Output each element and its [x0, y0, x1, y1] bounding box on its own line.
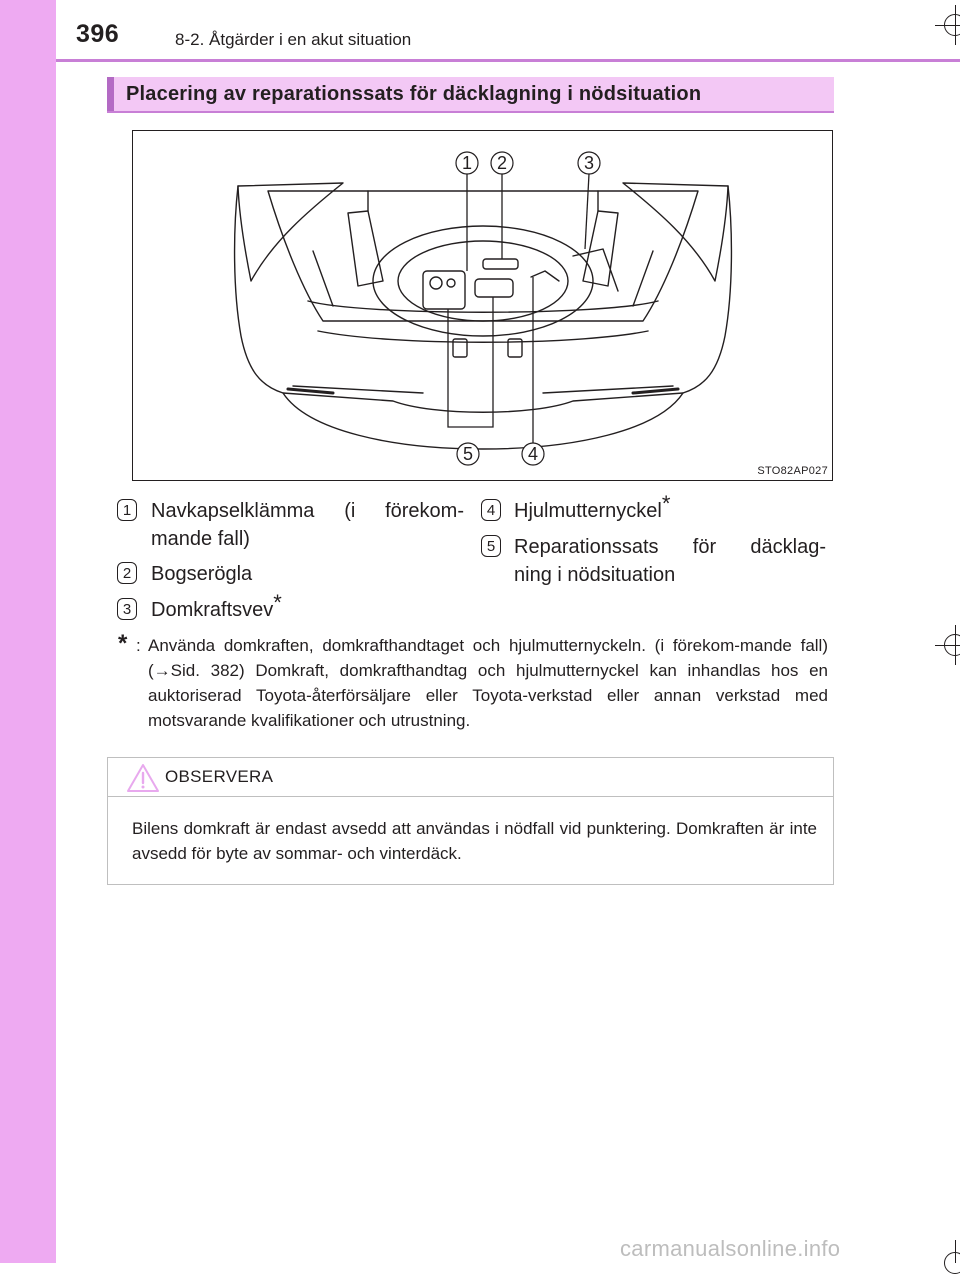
- legend-number-2: 2: [117, 562, 137, 584]
- right-tail-light: [623, 183, 728, 281]
- page-number: 396: [76, 20, 120, 48]
- rear-bumper: [283, 393, 683, 449]
- notice-text: Bilens domkraft är endast avsedd att användas i nödfall vid punktering. Domkraften är inte avsedd för byte av sommar- och vinterdäck.: [132, 819, 817, 863]
- section-heading-text: Placering av reparationssats för däcklagning i nödsituation: [126, 83, 702, 105]
- page-ref-arrow: →: [153, 661, 171, 680]
- legend-label-5-line-1: Reparationssats för däcklag-: [514, 536, 826, 558]
- car-trunk-drawing: [133, 131, 832, 480]
- legend-number-3: 3: [117, 598, 137, 620]
- trunk-floor: [308, 301, 658, 312]
- warning-triangle-icon: [126, 763, 160, 793]
- callout-2-label: 2: [496, 153, 508, 173]
- notice-title: OBSERVERA: [165, 767, 274, 786]
- footnote-text: [148, 633, 828, 733]
- legend-label-3: [151, 590, 282, 624]
- watermark: carmanualsonline.info: [620, 1236, 841, 1261]
- legend-label-2: Bogserögla: [151, 563, 253, 585]
- tool-pouch: [475, 279, 513, 297]
- repair-kit: [423, 271, 465, 309]
- legend-label-4-text: Hjulmutternyckel: [514, 500, 662, 522]
- callout-1-label: 1: [461, 153, 473, 173]
- footnote-colon: :: [136, 636, 141, 655]
- figure-code: STO82AP027: [757, 465, 828, 477]
- callout-5-label: 5: [462, 444, 474, 464]
- body-outline: [235, 186, 732, 412]
- section-heading-bar: [107, 77, 114, 111]
- leader-line-5: [448, 297, 493, 427]
- registration-mark: [944, 1252, 960, 1274]
- legend-label-3-text: Domkraftsvev: [151, 599, 274, 621]
- trunk-opening: [268, 191, 698, 321]
- legend-number-5: 5: [481, 535, 501, 557]
- legend-label-5-line-2: ning i nödsituation: [514, 564, 676, 586]
- footnote-asterisk: *: [118, 630, 128, 657]
- callout-3-label: 3: [583, 153, 595, 173]
- legend-number-1: 1: [117, 499, 137, 521]
- legend-label-1-line-1: Navkapselklämma (i förekom-: [151, 500, 464, 522]
- header-rule: [56, 59, 960, 62]
- registration-mark: [944, 634, 960, 656]
- legend-label-4: [514, 491, 671, 525]
- leader-line-3: [585, 174, 589, 249]
- callout-4-label: 4: [527, 444, 539, 464]
- left-tail-light: [238, 183, 343, 281]
- spare-well: [373, 226, 593, 336]
- registration-mark: [944, 14, 960, 36]
- asterisk-mark: *: [273, 590, 282, 616]
- footnote-text-end: Sid. 382) Domkraft, domkrafthandtag och hjulmutternyckel kan inhandlas hos en auktoriserad Toyota-återförsäljare eller Toyota-verkstad eller annan verkstad med motsvarande kvalifikationer och utrustning.: [148, 661, 828, 730]
- footnote-text-start: Använda domkraften, domkrafthandtaget och hjulmutternyckeln. (i förekom-mande fall) (: [148, 636, 828, 680]
- chapter-title: 8-2. Åtgärder i en akut situation: [175, 30, 412, 49]
- side-tab: [0, 0, 56, 1263]
- notice-header: [108, 758, 833, 797]
- legend-number-4: 4: [481, 499, 501, 521]
- asterisk-mark: *: [661, 491, 671, 517]
- trunk-illustration: [132, 130, 833, 481]
- notice-box: [107, 757, 834, 885]
- section-heading: [107, 77, 834, 113]
- legend-label-1-line-2: mande fall): [151, 528, 250, 550]
